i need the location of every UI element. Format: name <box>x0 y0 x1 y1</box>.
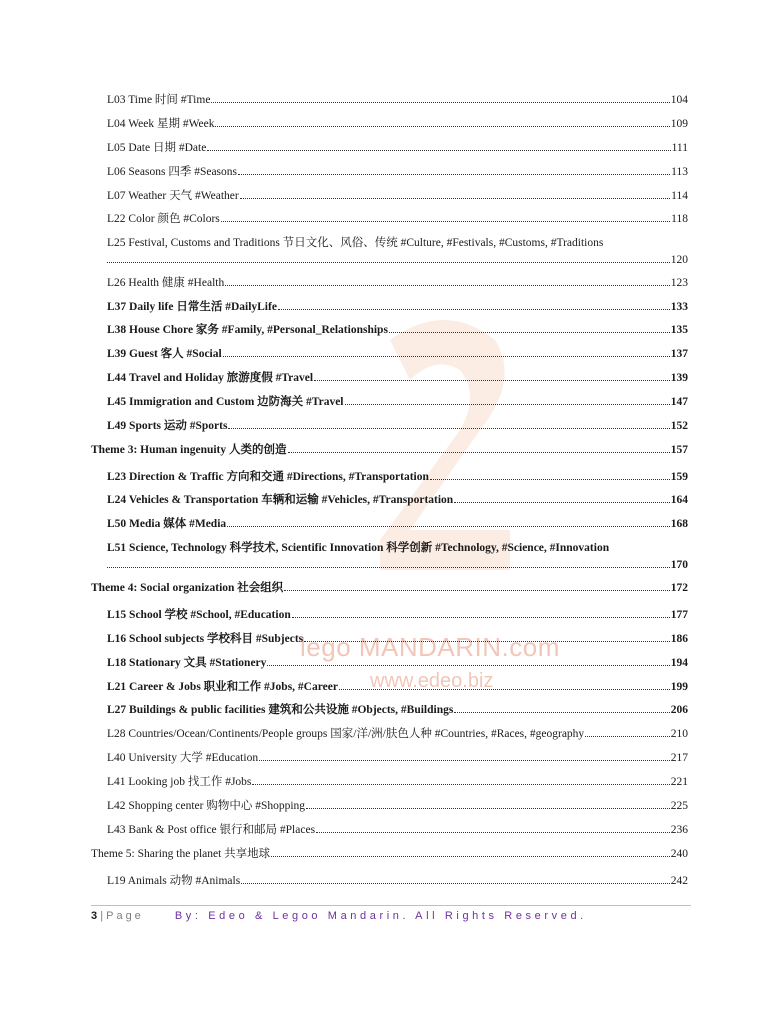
toc-page-number: 135 <box>670 324 688 336</box>
toc-entry-title: L25 Festival, Customs and Traditions 节日文化、风俗、传统 #Culture, #Festivals, #Customs, #Traditions <box>107 237 604 249</box>
leader-dots <box>227 525 670 527</box>
toc-entry-title: L40 University 大学 #Education <box>107 752 259 764</box>
toc-entry-title: L15 School 学校 #School, #Education <box>107 609 291 621</box>
toc-entry-title: L05 Date 日期 #Date <box>107 142 207 154</box>
toc-entry[interactable] <box>107 703 688 717</box>
toc-page-number: 139 <box>670 372 688 384</box>
toc-entry[interactable] <box>107 541 688 572</box>
toc-entry-title: Theme 3: Human ingenuity 人类的创造 <box>91 444 287 456</box>
toc-entry-title: L18 Stationary 文具 #Stationery <box>107 657 267 669</box>
toc-entry-title: L42 Shopping center 购物中心 #Shopping <box>107 800 306 812</box>
toc-entry-title: L45 Immigration and Custom 边防海关 #Travel <box>107 396 344 408</box>
toc-theme-entry[interactable] <box>91 847 688 861</box>
toc-entry[interactable] <box>107 276 688 290</box>
toc-entry-title: L26 Health 健康 #Health <box>107 277 225 289</box>
toc-entry[interactable] <box>107 189 688 203</box>
toc-entry[interactable] <box>107 212 688 226</box>
toc-entry[interactable] <box>107 632 688 646</box>
toc-page-number: 242 <box>670 875 688 887</box>
toc-entry-title: L21 Career & Jobs 职业和工作 #Jobs, #Career <box>107 681 338 693</box>
leader-dots <box>288 451 670 453</box>
toc-entry[interactable] <box>107 419 688 433</box>
toc-entry-title: L50 Media 媒体 #Media <box>107 518 227 530</box>
toc-entry-title: L41 Looking job 找工作 #Jobs <box>107 776 252 788</box>
toc-page-number: 133 <box>670 301 688 313</box>
toc-entry-title: L04 Week 星期 #Week <box>107 118 215 130</box>
toc-page-number: 104 <box>670 94 688 106</box>
toc-entry-title: L23 Direction & Traffic 方向和交通 #Directions, #Transportation <box>107 471 429 483</box>
toc-entry-title: L44 Travel and Holiday 旅游度假 #Travel <box>107 372 314 384</box>
toc-page-number: 186 <box>670 633 688 645</box>
toc-page-number: 168 <box>670 518 688 530</box>
leader-dots <box>304 640 670 642</box>
leader-dots <box>345 403 670 405</box>
leader-dots <box>223 355 670 357</box>
toc-entry-title: L07 Weather 天气 #Weather <box>107 190 239 202</box>
toc-page-number: 164 <box>670 494 688 506</box>
toc-page-number: 170 <box>670 559 688 571</box>
toc-entry[interactable] <box>107 395 688 409</box>
watermark-site-text: lego MANDARIN.com <box>300 632 560 662</box>
toc-entry[interactable] <box>107 493 688 507</box>
leader-dots <box>211 101 669 103</box>
toc-page-number: 152 <box>670 420 688 432</box>
toc-entry[interactable] <box>107 751 688 765</box>
leader-dots <box>241 882 670 884</box>
toc-entry[interactable] <box>107 347 688 361</box>
leader-dots <box>228 427 669 429</box>
toc-entry-title: L27 Buildings & public facilities 建筑和公共设施 #Objects, #Buildings <box>107 704 454 716</box>
footer-page-number: 3 <box>91 910 98 922</box>
leader-dots <box>107 566 670 568</box>
toc-entry[interactable] <box>107 470 688 484</box>
toc-page-number: 217 <box>670 752 688 764</box>
toc-entry-title: L24 Vehicles & Transportation 车辆和运输 #Vehicles, #Transportation <box>107 494 454 506</box>
toc-entry[interactable] <box>107 236 688 267</box>
leader-dots <box>585 735 670 737</box>
leader-dots <box>252 783 669 785</box>
leader-dots <box>430 478 670 480</box>
toc-page-number: 157 <box>670 444 688 456</box>
leader-dots <box>221 220 670 222</box>
leader-dots <box>339 688 670 690</box>
toc-entry[interactable] <box>107 323 688 337</box>
toc-page-number: 206 <box>670 704 688 716</box>
toc-entry-title: L22 Color 颜色 #Colors <box>107 213 220 225</box>
toc-page-number: 210 <box>670 728 688 740</box>
toc-page-number: 109 <box>670 118 688 130</box>
footer-page-label: Page <box>106 910 144 922</box>
toc-page-number: 111 <box>671 142 688 154</box>
leader-dots <box>306 807 670 809</box>
toc-page-number: 118 <box>671 213 688 225</box>
toc-entry[interactable] <box>107 141 688 155</box>
toc-entry[interactable] <box>107 656 688 670</box>
toc-entry-title: L16 School subjects 学校科目 #Subjects <box>107 633 304 645</box>
toc-entry-title: L49 Sports 运动 #Sports <box>107 420 228 432</box>
leader-dots <box>389 331 670 333</box>
toc-page-number: 221 <box>670 776 688 788</box>
leader-dots <box>225 284 670 286</box>
leader-dots <box>284 589 669 591</box>
toc-page-number: 177 <box>670 609 688 621</box>
toc-theme-entry[interactable] <box>91 443 688 457</box>
leader-dots <box>292 616 670 618</box>
toc-entry-title: L06 Seasons 四季 #Seasons <box>107 166 238 178</box>
toc-entry[interactable] <box>107 300 688 314</box>
toc-page-number: 172 <box>670 582 688 594</box>
toc-entry-title: L38 House Chore 家务 #Family, #Personal_Relationships <box>107 324 388 336</box>
toc-page-number: 114 <box>671 190 688 202</box>
toc-entry[interactable] <box>107 608 688 622</box>
leader-dots <box>240 197 670 199</box>
toc-entry[interactable] <box>107 680 688 694</box>
toc-entry[interactable] <box>107 874 688 888</box>
leader-dots <box>454 501 670 503</box>
watermark-url-text: www.edeo.biz <box>370 670 494 692</box>
toc-page-number: 225 <box>670 800 688 812</box>
toc-entry[interactable] <box>107 93 688 107</box>
toc-entry-title: L37 Daily life 日常生活 #DailyLife <box>107 301 277 313</box>
toc-page-number: 199 <box>670 681 688 693</box>
toc-entry-title: L19 Animals 动物 #Animals <box>107 875 241 887</box>
toc-entry[interactable] <box>107 517 688 531</box>
toc-entry[interactable] <box>107 799 688 813</box>
leader-dots <box>259 759 670 761</box>
toc-page-number: 159 <box>670 471 688 483</box>
leader-dots <box>238 173 670 175</box>
footer-separator: | <box>100 910 104 922</box>
leader-dots <box>316 831 670 833</box>
toc-entry-title: L39 Guest 客人 #Social <box>107 348 222 360</box>
toc-entry[interactable] <box>107 823 688 837</box>
toc-page-number: 236 <box>670 824 688 836</box>
toc-entry-title: L28 Countries/Ocean/Continents/People groups 国家/洋/洲/肤色人种 #Countries, #Races, #geography <box>107 728 585 740</box>
toc-entry[interactable] <box>107 727 688 741</box>
leader-dots <box>207 149 670 151</box>
toc-entry[interactable] <box>107 117 688 131</box>
footer-divider <box>91 905 691 906</box>
toc-page-number: 123 <box>670 277 688 289</box>
leader-dots <box>107 261 670 263</box>
toc-entry[interactable] <box>107 165 688 179</box>
toc-page-number: 120 <box>670 254 688 266</box>
toc-entry-title: Theme 5: Sharing the planet 共享地球 <box>91 848 271 860</box>
toc-entry[interactable] <box>107 775 688 789</box>
leader-dots <box>278 308 670 310</box>
toc-entry-title: L43 Bank & Post office 银行和邮局 #Places <box>107 824 316 836</box>
toc-page-number: 147 <box>670 396 688 408</box>
toc-entry-title: Theme 4: Social organization 社会组织 <box>91 582 284 594</box>
toc-theme-entry[interactable] <box>91 581 688 595</box>
leader-dots <box>267 664 669 666</box>
leader-dots <box>454 711 669 713</box>
leader-dots <box>271 855 670 857</box>
leader-dots <box>314 379 670 381</box>
toc-page-number: 113 <box>671 166 688 178</box>
footer-credit: By: Edeo & Legoo Mandarin. All Rights Reserved. <box>174 910 587 922</box>
toc-entry-title: L03 Time 时间 #Time <box>107 94 211 106</box>
toc-entry[interactable] <box>107 371 688 385</box>
toc-page-number: 240 <box>670 848 688 860</box>
page-footer <box>91 910 587 922</box>
toc-entry-title: L51 Science, Technology 科学技术, Scientific Innovation 科学创新 #Technology, #Science, #Innovation <box>107 542 610 554</box>
toc-page-number: 137 <box>670 348 688 360</box>
toc-page-number: 194 <box>670 657 688 669</box>
leader-dots <box>215 125 669 127</box>
